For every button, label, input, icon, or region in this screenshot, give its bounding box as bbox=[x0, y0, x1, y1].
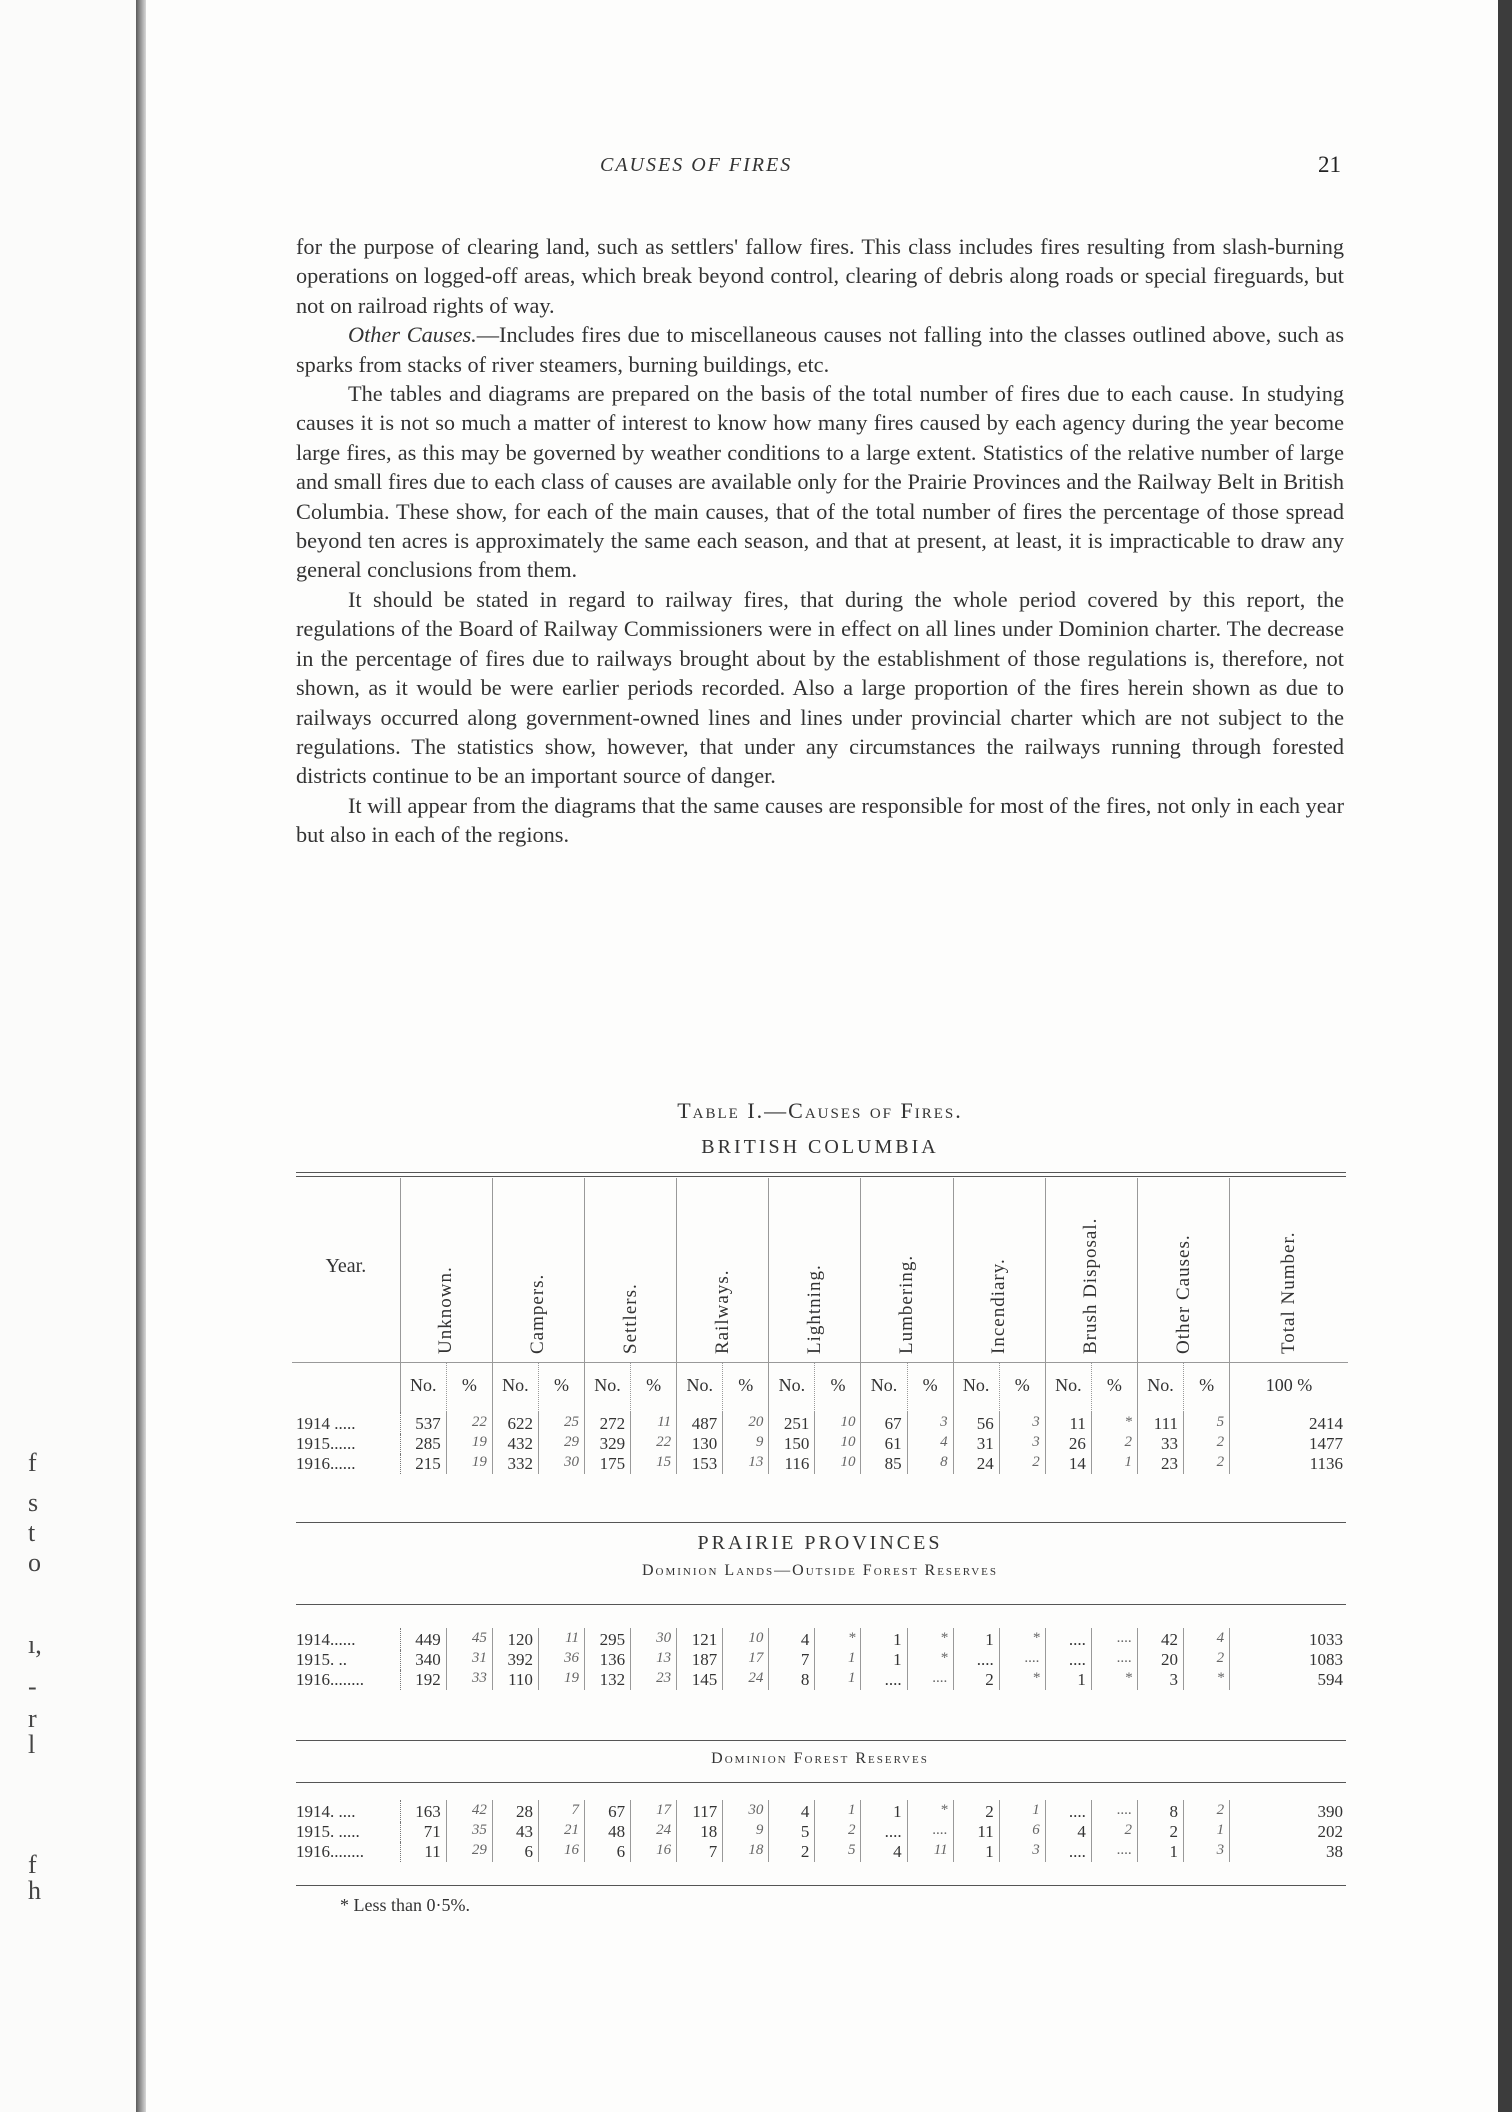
no-subheader: No. bbox=[400, 1363, 446, 1413]
table-prairie-outside-reserves bbox=[292, 1628, 1348, 1690]
percent-cell: 1 bbox=[999, 1800, 1045, 1822]
fire-count-cell: 329 bbox=[585, 1434, 631, 1454]
row-year: 1916...... bbox=[292, 1454, 400, 1474]
fire-count-cell: 1 bbox=[953, 1628, 999, 1650]
fire-count-cell: 1 bbox=[861, 1650, 907, 1670]
fire-count-cell: 42 bbox=[1137, 1628, 1183, 1650]
cause-label: Unknown. bbox=[435, 1266, 457, 1354]
cause-column-header bbox=[1137, 1178, 1229, 1363]
no-subheader: No. bbox=[769, 1363, 815, 1413]
row-year: 1915. .. bbox=[292, 1650, 400, 1670]
cause-column-header bbox=[400, 1178, 492, 1363]
fire-count-cell: 130 bbox=[677, 1434, 723, 1454]
fire-count-cell: 163 bbox=[400, 1800, 446, 1822]
table-title: Table I.—Causes of Fires. bbox=[677, 1098, 963, 1123]
table-bottom-rule bbox=[296, 1885, 1346, 1886]
percent-cell: 5 bbox=[815, 1842, 861, 1862]
fire-count-cell: .... bbox=[1045, 1800, 1091, 1822]
fire-count-cell: .... bbox=[1045, 1842, 1091, 1862]
percent-cell: 17 bbox=[631, 1800, 677, 1822]
percent-cell: 3 bbox=[999, 1842, 1045, 1862]
percent-cell: 24 bbox=[631, 1822, 677, 1842]
percent-cell: * bbox=[1184, 1670, 1230, 1690]
fire-count-cell: 2 bbox=[953, 1670, 999, 1690]
percent-cell: .... bbox=[1091, 1842, 1137, 1862]
percent-cell: 23 bbox=[631, 1670, 677, 1690]
paragraph-lead-in: Other Causes. bbox=[348, 322, 477, 348]
fire-count-cell: 8 bbox=[1137, 1800, 1183, 1822]
year-column-header: Year. bbox=[292, 1178, 400, 1363]
fire-count-cell: 340 bbox=[400, 1650, 446, 1670]
percent-cell: 10 bbox=[723, 1628, 769, 1650]
section-subtitle-outside-reserves: Dominion Lands—Outside Forest Reserves bbox=[641, 1562, 999, 1579]
table-subheader-row bbox=[292, 1363, 1348, 1413]
fire-count-cell: 132 bbox=[585, 1670, 631, 1690]
cause-label: Settlers. bbox=[619, 1283, 641, 1354]
fire-count-cell: 2 bbox=[769, 1842, 815, 1862]
fire-count-cell: 392 bbox=[492, 1650, 538, 1670]
facing-page-fragment: ı, bbox=[28, 1630, 42, 1659]
percent-cell: * bbox=[999, 1628, 1045, 1650]
total-cell: 1136 bbox=[1309, 1454, 1343, 1473]
cause-label: Other Causes. bbox=[1172, 1234, 1194, 1354]
percent-cell: 35 bbox=[446, 1822, 492, 1842]
paragraph-text: It should be stated in regard to railway fires, that during the whole period covered by this report, the regulations of the Board of Railway Commissioners were in effect on all lines under Dominion charter. The decrease in the percentage of fires due to railways brought about by the establishment of those regulations is, therefore, not shown, as it would be were earlier periods recorded. Also a large proportion of the fires herein shown as due to railways occurred along government-owned lines and lines under provincial charter which are not subject to the regulations. The statistics show, however, that under any circumstances the railways running through forested districts continue to be an important source of danger. bbox=[296, 586, 1344, 789]
percent-cell: 11 bbox=[907, 1842, 953, 1862]
percent-cell: 2 bbox=[1091, 1434, 1137, 1454]
fire-count-cell: 5 bbox=[769, 1822, 815, 1842]
percent-cell: 16 bbox=[538, 1842, 584, 1862]
subheader-blank bbox=[292, 1363, 400, 1413]
fire-count-cell: 20 bbox=[1137, 1650, 1183, 1670]
section-subtitle-forest-reserves: Dominion Forest Reserves bbox=[711, 1750, 929, 1767]
percent-cell: 13 bbox=[723, 1454, 769, 1474]
fire-count-cell: 121 bbox=[677, 1628, 723, 1650]
table-row bbox=[292, 1800, 1348, 1822]
row-year: 1915. ..... bbox=[292, 1822, 400, 1842]
percent-subheader: % bbox=[907, 1363, 953, 1413]
percent-cell: 1 bbox=[1091, 1454, 1137, 1474]
no-subheader: No. bbox=[861, 1363, 907, 1413]
percent-cell: 10 bbox=[815, 1434, 861, 1454]
percent-cell: .... bbox=[907, 1822, 953, 1842]
row-year: 1914. .... bbox=[292, 1800, 400, 1822]
facing-page-fragment: s bbox=[28, 1488, 39, 1517]
paragraph bbox=[296, 585, 1344, 791]
percent-cell: 29 bbox=[538, 1434, 584, 1454]
total-cell: 38 bbox=[1326, 1842, 1343, 1861]
cause-column-header bbox=[585, 1178, 677, 1363]
table-row bbox=[292, 1650, 1348, 1670]
percent-cell: * bbox=[1091, 1670, 1137, 1690]
fire-count-cell: 48 bbox=[585, 1822, 631, 1842]
fire-count-cell: 153 bbox=[677, 1454, 723, 1474]
percent-cell: 10 bbox=[815, 1412, 861, 1434]
section-rule bbox=[296, 1782, 1346, 1783]
percent-cell: 3 bbox=[999, 1412, 1045, 1434]
percent-cell: * bbox=[907, 1628, 953, 1650]
table-header-row bbox=[292, 1178, 1348, 1363]
fire-count-cell: 111 bbox=[1137, 1412, 1183, 1434]
cause-column-header bbox=[677, 1178, 769, 1363]
percent-cell: 1 bbox=[815, 1670, 861, 1690]
percent-cell: 9 bbox=[723, 1434, 769, 1454]
percent-cell: 30 bbox=[723, 1800, 769, 1822]
percent-cell: 2 bbox=[1184, 1434, 1230, 1454]
facing-page-fragment: f bbox=[28, 1850, 37, 1879]
fire-count-cell: 33 bbox=[1137, 1434, 1183, 1454]
total-percent-subheader: 100 % bbox=[1230, 1363, 1348, 1413]
total-cell: 390 bbox=[1317, 1802, 1343, 1821]
percent-cell: .... bbox=[907, 1670, 953, 1690]
fire-count-cell: 120 bbox=[492, 1628, 538, 1650]
fire-count-cell: 4 bbox=[769, 1800, 815, 1822]
fire-count-cell: 4 bbox=[769, 1628, 815, 1650]
table-row bbox=[292, 1454, 1348, 1474]
row-year: 1914...... bbox=[292, 1628, 400, 1650]
percent-cell: * bbox=[1091, 1412, 1137, 1434]
paragraph bbox=[296, 379, 1344, 585]
percent-cell: 19 bbox=[538, 1670, 584, 1690]
percent-cell: 7 bbox=[538, 1800, 584, 1822]
percent-cell: 16 bbox=[631, 1842, 677, 1862]
percent-cell: 3 bbox=[1184, 1842, 1230, 1862]
running-head: CAUSES OF FIRES bbox=[600, 154, 793, 176]
fire-count-cell: 18 bbox=[677, 1822, 723, 1842]
cause-label: Brush Disposal. bbox=[1080, 1217, 1102, 1354]
fire-count-cell: .... bbox=[953, 1650, 999, 1670]
section-title-british-columbia: BRITISH COLUMBIA bbox=[701, 1136, 939, 1158]
percent-subheader: % bbox=[538, 1363, 584, 1413]
total-cell: 1083 bbox=[1309, 1650, 1343, 1669]
fire-count-cell: 14 bbox=[1045, 1454, 1091, 1474]
percent-cell: 1 bbox=[815, 1650, 861, 1670]
percent-cell: 24 bbox=[723, 1670, 769, 1690]
paragraph-text: —Includes fires due to miscellaneous causes not falling into the classes outlined above, such as sparks from stacks of river steamers, burning buildings, etc. bbox=[296, 322, 1344, 377]
table-row bbox=[292, 1670, 1348, 1690]
fire-count-cell: 23 bbox=[1137, 1454, 1183, 1474]
percent-cell: 11 bbox=[538, 1628, 584, 1650]
fire-count-cell: 272 bbox=[585, 1412, 631, 1434]
section-rule bbox=[296, 1604, 1346, 1605]
no-subheader: No. bbox=[1137, 1363, 1183, 1413]
percent-cell: 8 bbox=[907, 1454, 953, 1474]
fire-count-cell: 11 bbox=[953, 1822, 999, 1842]
fire-count-cell: 136 bbox=[585, 1650, 631, 1670]
fire-count-cell: 251 bbox=[769, 1412, 815, 1434]
percent-cell: 1 bbox=[815, 1800, 861, 1822]
percent-subheader: % bbox=[815, 1363, 861, 1413]
paragraph bbox=[296, 320, 1344, 379]
fire-count-cell: 432 bbox=[492, 1434, 538, 1454]
table-top-rule bbox=[296, 1172, 1346, 1173]
percent-cell: * bbox=[907, 1650, 953, 1670]
percent-cell: 22 bbox=[446, 1412, 492, 1434]
cause-column-header bbox=[769, 1178, 861, 1363]
fire-count-cell: 24 bbox=[953, 1454, 999, 1474]
fire-count-cell: 26 bbox=[1045, 1434, 1091, 1454]
facing-page-fragment: h bbox=[28, 1876, 41, 1905]
fire-count-cell: 1 bbox=[1137, 1842, 1183, 1862]
cause-label: Lumbering. bbox=[896, 1254, 918, 1354]
fire-count-cell: 487 bbox=[677, 1412, 723, 1434]
fire-count-cell: 4 bbox=[861, 1842, 907, 1862]
total-cell: 1477 bbox=[1309, 1434, 1343, 1453]
percent-subheader: % bbox=[446, 1363, 492, 1413]
total-cell: 202 bbox=[1317, 1822, 1343, 1841]
fire-count-cell: 1 bbox=[953, 1842, 999, 1862]
percent-cell: 3 bbox=[999, 1434, 1045, 1454]
percent-cell: * bbox=[815, 1628, 861, 1650]
total-column-header bbox=[1230, 1178, 1348, 1363]
table-top-rule-2 bbox=[296, 1176, 1346, 1177]
fire-count-cell: 150 bbox=[769, 1434, 815, 1454]
fire-count-cell: 31 bbox=[953, 1434, 999, 1454]
facing-page-fragment: t bbox=[28, 1518, 36, 1547]
fire-count-cell: 28 bbox=[492, 1800, 538, 1822]
fire-count-cell: 61 bbox=[861, 1434, 907, 1454]
fire-count-cell: 6 bbox=[585, 1842, 631, 1862]
fire-count-cell: .... bbox=[861, 1822, 907, 1842]
percent-cell: 21 bbox=[538, 1822, 584, 1842]
percent-cell: 30 bbox=[538, 1454, 584, 1474]
fire-count-cell: 2 bbox=[1137, 1822, 1183, 1842]
percent-cell: 42 bbox=[446, 1800, 492, 1822]
fire-count-cell: 85 bbox=[861, 1454, 907, 1474]
percent-cell: 2 bbox=[1091, 1822, 1137, 1842]
percent-subheader: % bbox=[723, 1363, 769, 1413]
percent-cell: 31 bbox=[446, 1650, 492, 1670]
no-subheader: No. bbox=[585, 1363, 631, 1413]
fire-count-cell: 67 bbox=[861, 1412, 907, 1434]
table-british-columbia bbox=[292, 1178, 1348, 1474]
fire-count-cell: .... bbox=[1045, 1628, 1091, 1650]
fire-count-cell: 67 bbox=[585, 1800, 631, 1822]
percent-cell: 2 bbox=[1184, 1454, 1230, 1474]
total-cell: 2414 bbox=[1309, 1414, 1343, 1433]
percent-cell: 2 bbox=[1184, 1650, 1230, 1670]
facing-page-fragment: r bbox=[28, 1704, 37, 1733]
paragraph-text: It will appear from the diagrams that the same causes are responsible for most of the fires, not only in each year but also in each of the regions. bbox=[296, 792, 1344, 848]
facing-page-fragment: l bbox=[28, 1730, 36, 1759]
fire-count-cell: 8 bbox=[769, 1670, 815, 1690]
percent-cell: 6 bbox=[999, 1822, 1045, 1842]
row-year: 1916........ bbox=[292, 1842, 400, 1862]
cause-label: Railways. bbox=[711, 1269, 733, 1354]
percent-cell: 45 bbox=[446, 1628, 492, 1650]
percent-cell: 19 bbox=[446, 1454, 492, 1474]
percent-cell: * bbox=[907, 1800, 953, 1822]
facing-page-fragment: - bbox=[28, 1672, 37, 1701]
percent-cell: 19 bbox=[446, 1434, 492, 1454]
fire-count-cell: 1 bbox=[861, 1628, 907, 1650]
percent-cell: 10 bbox=[815, 1454, 861, 1474]
row-year: 1914 ..... bbox=[292, 1412, 400, 1434]
fire-count-cell: 2 bbox=[953, 1800, 999, 1822]
fire-count-cell: 3 bbox=[1137, 1670, 1183, 1690]
percent-cell: 25 bbox=[538, 1412, 584, 1434]
scan-right-edge bbox=[1498, 0, 1512, 2112]
fire-count-cell: 43 bbox=[492, 1822, 538, 1842]
fire-count-cell: 4 bbox=[1045, 1822, 1091, 1842]
book-gutter bbox=[136, 0, 146, 2112]
fire-count-cell: .... bbox=[1045, 1650, 1091, 1670]
no-subheader: No. bbox=[1045, 1363, 1091, 1413]
fire-count-cell: 7 bbox=[677, 1842, 723, 1862]
percent-cell: 2 bbox=[1184, 1800, 1230, 1822]
fire-count-cell: 116 bbox=[769, 1454, 815, 1474]
percent-cell: 17 bbox=[723, 1650, 769, 1670]
cause-column-header bbox=[492, 1178, 584, 1363]
fire-count-cell: 145 bbox=[677, 1670, 723, 1690]
fire-count-cell: 449 bbox=[400, 1628, 446, 1650]
percent-subheader: % bbox=[631, 1363, 677, 1413]
percent-cell: .... bbox=[1091, 1650, 1137, 1670]
percent-cell: 30 bbox=[631, 1628, 677, 1650]
percent-cell: 20 bbox=[723, 1412, 769, 1434]
fire-count-cell: 110 bbox=[492, 1670, 538, 1690]
cause-label: Lightning. bbox=[803, 1264, 825, 1354]
percent-cell: 2 bbox=[999, 1454, 1045, 1474]
row-year: 1916........ bbox=[292, 1670, 400, 1690]
no-subheader: No. bbox=[492, 1363, 538, 1413]
page-number: 21 bbox=[1318, 152, 1341, 177]
percent-cell: .... bbox=[1091, 1800, 1137, 1822]
fire-count-cell: 192 bbox=[400, 1670, 446, 1690]
footnote: * Less than 0·5%. bbox=[340, 1895, 470, 1915]
total-cell: 594 bbox=[1317, 1670, 1343, 1689]
fire-count-cell: 215 bbox=[400, 1454, 446, 1474]
fire-count-cell: 537 bbox=[400, 1412, 446, 1434]
fire-count-cell: 7 bbox=[769, 1650, 815, 1670]
percent-cell: 4 bbox=[1184, 1628, 1230, 1650]
fire-count-cell: 187 bbox=[677, 1650, 723, 1670]
table-dominion-forest-reserves bbox=[292, 1800, 1348, 1862]
cause-column-header bbox=[953, 1178, 1045, 1363]
percent-cell: 4 bbox=[907, 1434, 953, 1454]
paragraph-text: The tables and diagrams are prepared on the basis of the total number of fires due to each cause. In studying causes it is not so much a matter of interest to know how many fires caused by each agency during the year become large fires, as this may be governed by weather conditions to a large extent. Statistics of the relative number of large and small fires due to each class of causes are available only for the Prairie Provinces and the Railway Belt in British Columbia. These show, for each of the main causes, that of the total number of fires the percentage of those spread beyond ten acres is approximately the same each season, and that at present, at least, it is impracticable to draw any general conclusions from them. bbox=[296, 381, 1344, 583]
percent-cell: 22 bbox=[631, 1434, 677, 1454]
total-cell: 1033 bbox=[1309, 1630, 1343, 1649]
percent-subheader: % bbox=[999, 1363, 1045, 1413]
fire-count-cell: 56 bbox=[953, 1412, 999, 1434]
percent-cell: 5 bbox=[1184, 1412, 1230, 1434]
fire-count-cell: 332 bbox=[492, 1454, 538, 1474]
percent-cell: 13 bbox=[631, 1650, 677, 1670]
percent-cell: 9 bbox=[723, 1822, 769, 1842]
no-subheader: No. bbox=[677, 1363, 723, 1413]
percent-cell: .... bbox=[1091, 1628, 1137, 1650]
percent-subheader: % bbox=[1184, 1363, 1230, 1413]
section-title-prairie-provinces: PRAIRIE PROVINCES bbox=[697, 1532, 943, 1554]
percent-cell: 2 bbox=[815, 1822, 861, 1842]
facing-page-fragment: o bbox=[28, 1548, 41, 1577]
fire-count-cell: 11 bbox=[400, 1842, 446, 1862]
cause-label: Campers. bbox=[527, 1273, 549, 1354]
fire-count-cell: 6 bbox=[492, 1842, 538, 1862]
percent-cell: 11 bbox=[631, 1412, 677, 1434]
fire-count-cell: 285 bbox=[400, 1434, 446, 1454]
percent-cell: 1 bbox=[1184, 1822, 1230, 1842]
cause-column-header bbox=[861, 1178, 953, 1363]
row-year: 1915...... bbox=[292, 1434, 400, 1454]
table-row bbox=[292, 1434, 1348, 1454]
table-row bbox=[292, 1412, 1348, 1434]
table-row bbox=[292, 1628, 1348, 1650]
paragraph-text: for the purpose of clearing land, such as settlers' fallow fires. This class includes fires resulting from slash-burning operations on logged-off areas, which break beyond control, clearing of debris along roads or special fireguards, but not on railroad rights of way. bbox=[296, 234, 1344, 318]
paragraph bbox=[296, 791, 1344, 850]
percent-cell: 18 bbox=[723, 1842, 769, 1862]
facing-page-fragment: f bbox=[28, 1448, 37, 1477]
percent-cell: 29 bbox=[446, 1842, 492, 1862]
table-row bbox=[292, 1822, 1348, 1842]
fire-count-cell: 622 bbox=[492, 1412, 538, 1434]
fire-count-cell: .... bbox=[861, 1670, 907, 1690]
percent-cell: 33 bbox=[446, 1670, 492, 1690]
percent-cell: 3 bbox=[907, 1412, 953, 1434]
fire-count-cell: 1 bbox=[1045, 1670, 1091, 1690]
percent-cell: * bbox=[999, 1670, 1045, 1690]
no-subheader: No. bbox=[953, 1363, 999, 1413]
section-rule bbox=[296, 1740, 1346, 1741]
section-rule bbox=[296, 1522, 1346, 1523]
percent-cell: 15 bbox=[631, 1454, 677, 1474]
cause-label: Incendiary. bbox=[988, 1258, 1010, 1354]
table-row bbox=[292, 1842, 1348, 1862]
fire-count-cell: 295 bbox=[585, 1628, 631, 1650]
fire-count-cell: 11 bbox=[1045, 1412, 1091, 1434]
body-text bbox=[296, 232, 1344, 850]
cause-column-header bbox=[1045, 1178, 1137, 1363]
fire-count-cell: 117 bbox=[677, 1800, 723, 1822]
percent-cell: .... bbox=[999, 1650, 1045, 1670]
percent-cell: 36 bbox=[538, 1650, 584, 1670]
facing-page-edge bbox=[0, 0, 140, 2112]
fire-count-cell: 1 bbox=[861, 1800, 907, 1822]
total-label: Total Number. bbox=[1278, 1231, 1300, 1354]
paragraph bbox=[296, 232, 1344, 320]
percent-subheader: % bbox=[1091, 1363, 1137, 1413]
fire-count-cell: 71 bbox=[400, 1822, 446, 1842]
fire-count-cell: 175 bbox=[585, 1454, 631, 1474]
